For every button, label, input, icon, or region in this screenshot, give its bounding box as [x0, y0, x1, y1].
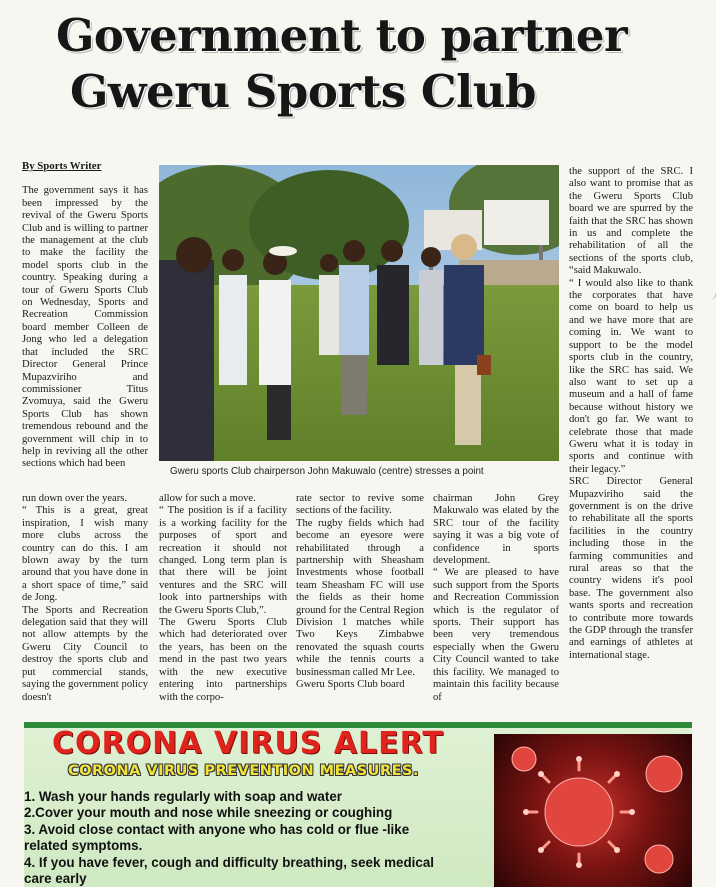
headline	[20, 8, 660, 120]
prevention-measures-list	[24, 789, 494, 887]
headline-line-2: Gweru Sports Club	[70, 65, 536, 118]
article-paragraph: SRC Director General Mupazviriho said the government is on the drive to rehabilitate all the sports facilities in the country including those in the farming communities and rural areas so that the country widens it's pool base. The government also wants sports and recreation to contribute more towards the GDP through the transfer and earnings of athletes at international stage.	[569, 476, 693, 661]
measure-item: 1. Wash your hands regularly with soap and water	[24, 789, 342, 804]
article-paragraph: “ The position is if a facility is a working facility for the purposes of sport and recreation it should not changed. Long term plan is that there will be joint ventures and the SRC will look into partnerships with the Gweru Sports Club,”.	[159, 505, 287, 616]
measure-item: care early	[24, 871, 87, 887]
article-column-5	[569, 166, 693, 662]
alert-subtitle: CORONA VIRUS PREVENTION MEASURES.	[68, 763, 419, 779]
article-paragraph: run down over the years.	[22, 493, 128, 504]
article-column-2	[159, 493, 287, 704]
article-paragraph: “ I would also like to thank the corporates that have come on board to help us and we have more that are coming in. We want to support to be the model sports club in the country, like the SRC has said. We also want to set up a museum and a hall of fame because without history we don't go far. We want to celebrate those that made Gweru what it is today in sports and continue with their legacy.”	[569, 277, 693, 475]
article-paragraph: allow for such a move.	[159, 493, 256, 504]
virus-illustration	[494, 734, 692, 887]
measure-item: related symptoms.	[24, 838, 143, 854]
article-paragraph: Gweru Sports Club board	[296, 679, 405, 691]
article-column-1	[22, 160, 148, 471]
article-paragraph: The rugby fields which had become an eyesore were rehabilitated through a partnership with Sheasham Investments whose football team Sheasham FC will use the fields as their home ground for the Central Region Division 1 matches while Two Keys Zimbabwe renovated the squash courts while the tennis courts a businessman called Mr Lee.	[296, 517, 424, 678]
article-photo	[159, 165, 559, 461]
measure-item: 4. If you have fever, cough and difficulty breathing, seek medical	[24, 854, 435, 870]
article-paragraph: “ This is a great, great inspiration, I wish many more clubs across the country can do this. I am blown away by the turn around that you have done in a short space of time,” said de Jong.	[22, 505, 148, 604]
article-column-1-continued	[22, 493, 148, 704]
article-paragraph: The Gweru Sports Club which had deteriorated over the years, has been on the mend in the past two years with the new executive entering into partnerships with the corpo-	[159, 617, 287, 703]
photo-caption: Gweru sports Club chairperson John Makuwalo (centre) stresses a point	[170, 466, 484, 477]
headline-line-1: Government to partner	[56, 9, 628, 62]
page-edge-line	[708, 0, 716, 300]
article-column-4	[433, 493, 559, 704]
article-paragraph: The Sports and Recreation delegation said that they will not allow attempts by the Gweru City Council to destroy the sports club and put commercial stands, saying the government policy doesn't	[22, 604, 148, 703]
virus-image	[494, 734, 692, 887]
photo-illustration	[159, 165, 559, 461]
article-paragraph: “ We are pleased to have such support from the Sports and Recreation Commission which is the regulator of sports. Their support has been very tremendous especially when the Gweru City Council wanted to take this facility. We managed to maintain this facility because of	[433, 567, 559, 703]
article-paragraph: rate sector to revive some sections of the facility.	[296, 493, 424, 517]
alert-title: CORONA VIRUS ALERT	[52, 726, 444, 761]
measure-item: 3. Avoid close contact with anyone who has cold or flue -like	[24, 821, 410, 837]
corona-alert-banner	[24, 722, 692, 887]
byline: By Sports Writer	[22, 160, 102, 172]
article-paragraph: chairman John Grey Makuwalo was elated by the SRC tour of the facility saying it was a big vote of confidence in sports development.	[433, 493, 559, 567]
article-column-3	[296, 493, 424, 692]
measure-item: 2.Cover your mouth and nose while sneezing or coughing	[24, 805, 393, 821]
article-paragraph: The government says it has been impressed by the revival of the Gweru Sports Club and is willing to partner the management at the club to make the facility the model sports club in the country. Speaking during a tour of Gweru Sports Club on Wednesday, Sports and Recreation Commission board member Colleen de Jong who led a delegation that included the SRC Director General Prince Mupazviriho and commissioner Titus Zvomuya, said the Gweru Sports Club has shown tremendous rebound and the government will chip in to help in reviving all the other sections which had been	[22, 185, 148, 470]
article-paragraph: the support of the SRC. I also want to promise that as the Gweru Sports Club board we are spurred by the faith that the SRC has shown in us and complete the rehabilitation of all the sections of the sports club, “said Makuwalo.	[569, 166, 693, 277]
